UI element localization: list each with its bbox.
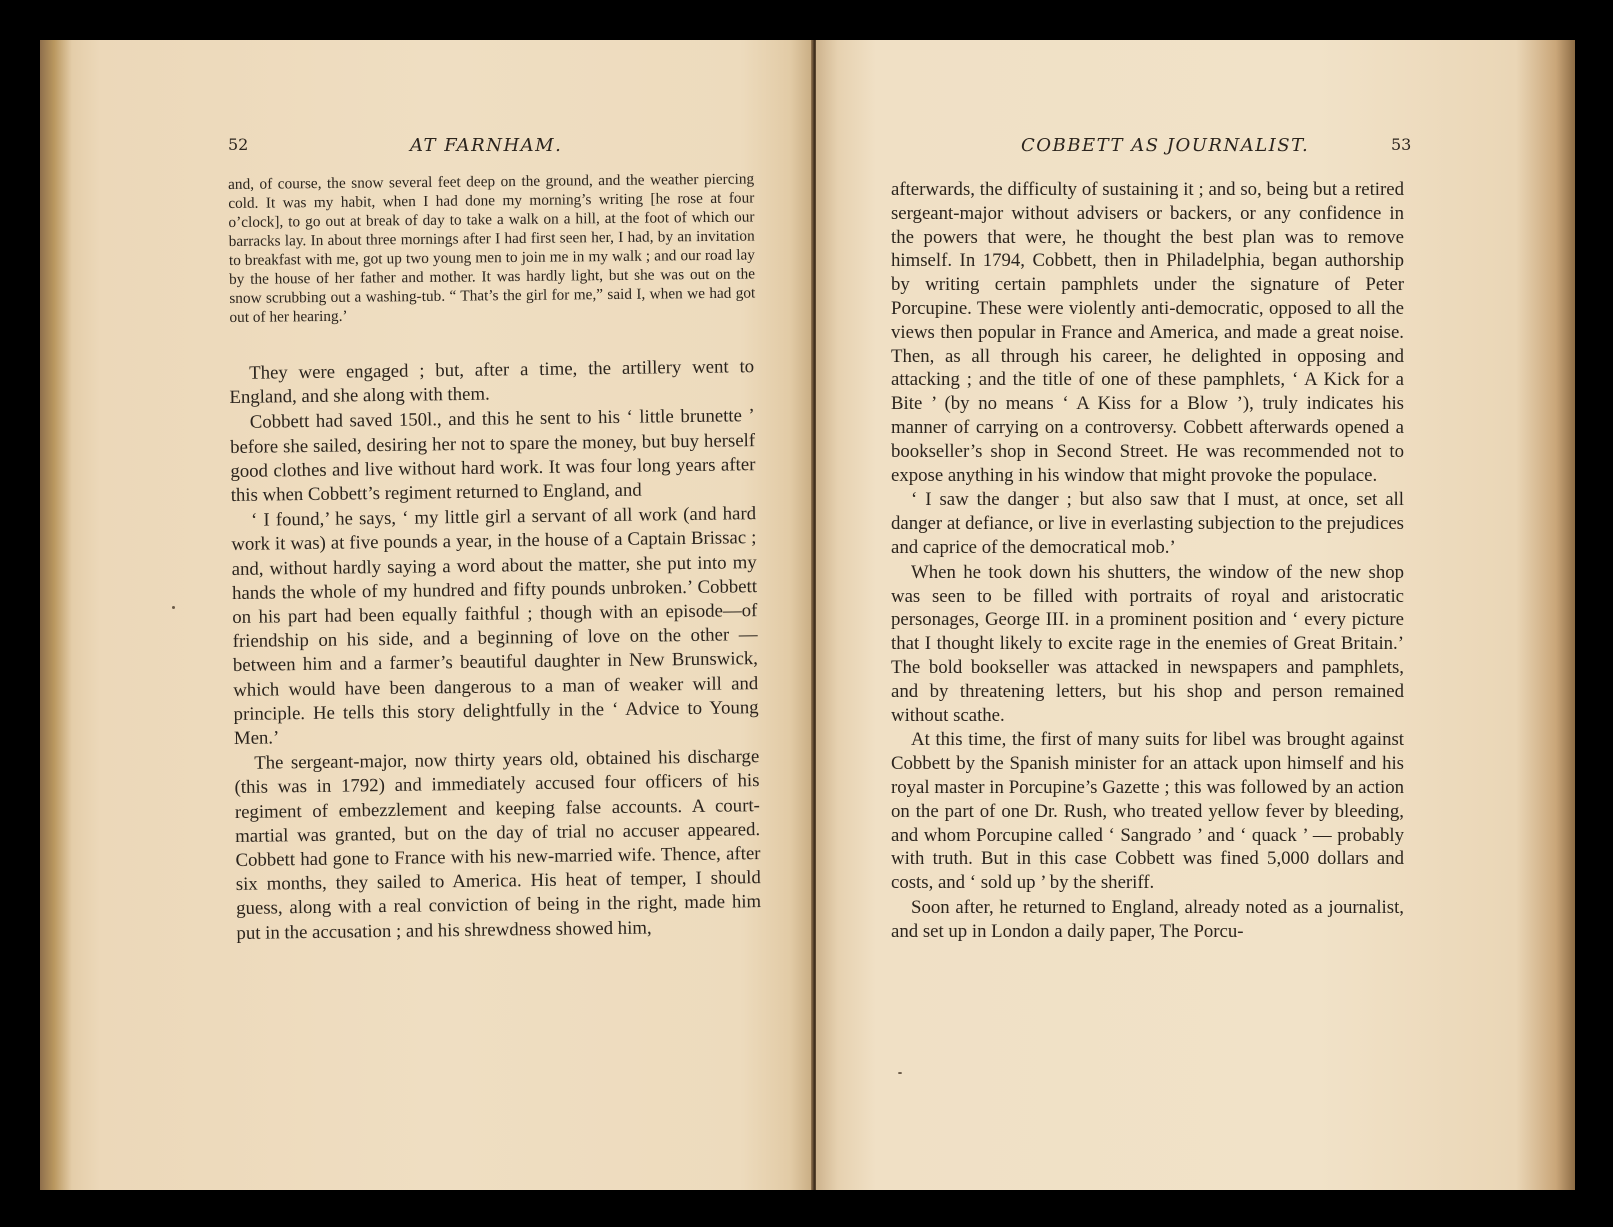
paragraph: At this time, the first of many suits for libel was brought against Cobbett by the Spanish minister for an attack upon himself and his royal master in Porcupine’s Gazette ; this was followed by an action on the part of one Dr. Rush, who treated yellow fever by bleeding, and whom Porcupine called ‘ Sangrado ’ and ‘ quack ’ — probably with truth. But in this case Cobbett was fined 5,000 dollars and costs, and ‘ sold up ’ by the sheriff. bbox=[891, 729, 1404, 894]
left-page bbox=[40, 40, 813, 1190]
paragraph: Cobbett had saved 150l., and this he sent to his ‘ little brunette ’ before she sailed, desiring her not to spare the money, but buy herself good clothes and live without hard work. It was four long years after this when Cobbett’s regiment returned to England, and bbox=[229, 405, 756, 507]
paragraph: Soon after, he returned to England, already noted as a journalist, and set up in London a daily paper, The Porcu- bbox=[891, 896, 1404, 942]
paragraph: When he took down his shutters, the window of the new shop was seen to be filled with portraits of royal and aristocratic personages, George III. in a prominent position and ‘ every picture that I thought likely to excite rage in the enemies of Great Britain.’ The bold bookseller was attacked in newspapers and pamphlets, and by threatening letters, but his shop and person remained without scathe. bbox=[891, 561, 1404, 726]
open-book bbox=[40, 40, 1575, 1190]
paragraph: The sergeant-major, now thirty years old, obtained his discharge (this was in 1792) and immediately accused four officers of his regiment of embezzlement and keeping false accounts. A court-martial was granted, but on the day of trial no accuser appeared. Cobbett had gone to France with his new-married wife. Thence, after six months, they sailed to America. His heat of temper, I should guess, along with a real conviction of being in the right, made him put in the accusation ; and his shrewdness showed him, bbox=[234, 746, 762, 944]
paragraph: afterwards, the difficulty of sustaining it ; and so, being but a retired sergeant-major without advisers or backers, or any confidence in the powers that were, he thought the best plan was to remove himself. In 1794, Cobbett, then in Philadelphia, began authorship by writing certain pamphlets under the signature of Peter Porcupine. These were violently anti-democratic, opposed to all the views then popular in France and America, and made a great noise. Then, as all through his career, he delighted in opposing and attacking ; and the title of one of these pamphlets, ‘ A Kick for a Bite ’ (by no means ‘ A Kiss for a Blow ’), truly indicates his manner of carrying on a controversy. Cobbett afterwards opened a bookseller’s shop in Second Street. He was recommended not to expose anything in his window that might provoke the populace. bbox=[891, 179, 1404, 486]
body-text bbox=[891, 178, 1404, 944]
paper-speck bbox=[172, 606, 175, 609]
running-header: AT FARNHAM. bbox=[410, 135, 563, 156]
running-header: COBBETT AS JOURNALIST. bbox=[1021, 135, 1310, 156]
paragraph: They were engaged ; but, after a time, the artillery went to England, and she along with them. bbox=[229, 356, 755, 409]
page-number: 52 bbox=[228, 135, 249, 154]
extract-text: and, of course, the snow several feet deep on the ground, and the weather piercing cold. It was my habit, when I had done my morning’s writing [he rose at four o’clock], to go out at break of day to take a walk on a hill, at the foot of which our barracks lay. In about three mornings after I had first seen her, I had, by an invitation to breakfast with me, got up two young men to join me in my walk ; and our road lay by the house of her father and mother. It was hardly light, but she was out on the snow scrubbing out a washing-tub. “ That’s the girl for me,” said I, when we had got out of her hearing.’ bbox=[228, 170, 756, 326]
right-page bbox=[816, 40, 1575, 1190]
paragraph: ‘ I found,’ he says, ‘ my little girl a servant of all work (and hard work it was) at five pounds a year, in the house of a Captain Brissac ; and, without hardly saying a word about the matter, she put into my hands the whole of my hundred and fifty pounds unbroken.’ Cobbett on his part had been equally faithful ; though with an episode—of friendship on his side, and a beginning of love on the other —between him and a farmer’s beautiful daughter in New Brunswick, which would have been dangerous to a man of weaker will and principle. He tells this story delightfully in the ‘ Advice to Young Men.’ bbox=[231, 503, 759, 750]
paper-speck bbox=[898, 1072, 902, 1074]
page-number: 53 bbox=[1391, 135, 1412, 154]
paragraph: ‘ I saw the danger ; but also saw that I must, at once, set all danger at defiance, or live in everlasting subjection to the prejudices and caprice of the democratical mob.’ bbox=[891, 489, 1404, 558]
quoted-extract bbox=[228, 169, 756, 326]
body-text bbox=[229, 355, 762, 946]
